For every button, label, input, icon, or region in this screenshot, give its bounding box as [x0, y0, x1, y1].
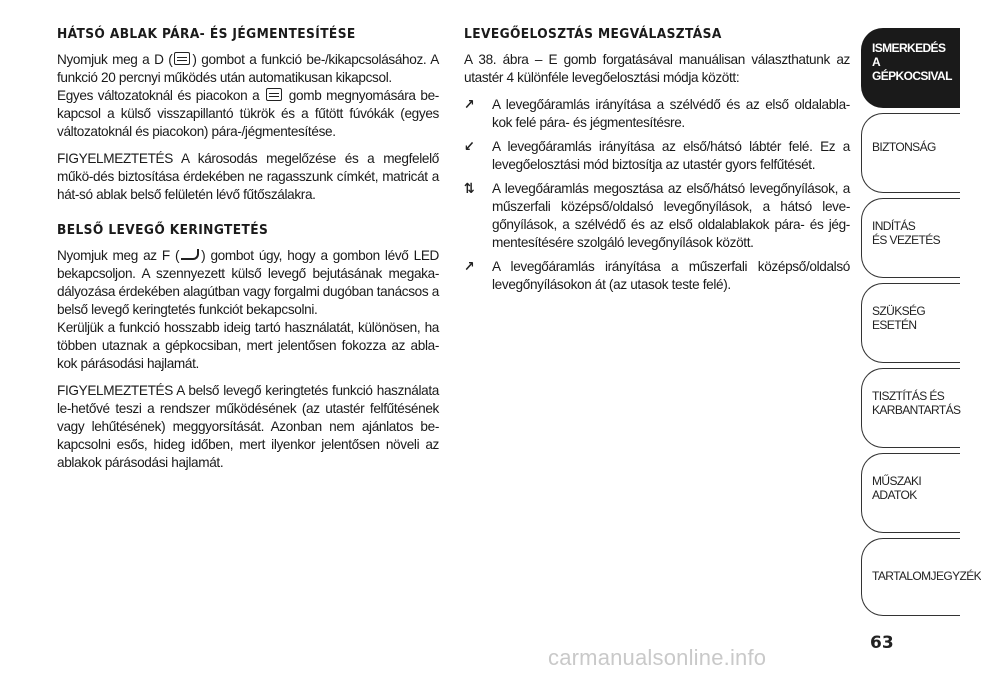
mode-item: [464, 258, 850, 294]
recirculation-text-b: ) gombot úgy, hogy a gombon lévő LED bekapcsoljon. A szennyezett külső levegő bejutásának megaka-dályozása érdekében alagútban vagy forgalmi dugóban tanácsos a belső levegő keringtetés funkciót bekapcsolni.: [57, 248, 439, 317]
tab-technical-data[interactable]: [861, 453, 960, 533]
mode-item: [464, 180, 850, 252]
rear-defrost-text-c: Egyes változatoknál és piacokon a: [57, 88, 265, 103]
mode-text: A levegőáramlás irányítása a műszerfali középső/oldalsó levegőnyílásokon át (az utasok teste felé).: [492, 259, 850, 292]
mode-text: A levegőáramlás irányítása a szélvédő és az első oldalabla-kok felé pára- és jégmentesítésre.: [492, 97, 850, 130]
mode-item: [464, 96, 850, 132]
air-distribution-intro: A 38. ábra – E gomb forgatásával manuálisan választhatunk az utastér 4 különféle levegőelosztási módja között:: [464, 52, 850, 85]
page-number: 63: [870, 633, 894, 653]
tab-maintenance[interactable]: [861, 368, 960, 448]
recirculation-icon: [181, 249, 199, 260]
tab-safety[interactable]: [861, 113, 960, 193]
tab-label-line2: A GÉPKOCSIVAL: [872, 55, 952, 83]
rear-defrost-icon: [174, 52, 190, 65]
tab-label-line1: TISZTÍTÁS ÉS: [872, 389, 945, 403]
chapter-tabs: [861, 28, 981, 621]
tab-label-line1: SZÜKSÉG: [872, 304, 926, 318]
rear-defrost-text-b: ) gombot a funkció be-/kikapcsolásához. A funkció 20 percnyi működés után automatikusan kikapcsol.: [57, 52, 440, 85]
recirculation-text-a: Nyomjuk meg az F (: [57, 248, 180, 263]
right-column: [464, 26, 850, 300]
rear-defrost-icon-2: [266, 88, 282, 101]
mode-text: A levegőáramlás irányítása az első/hátsó lábtér felé. Ez a levegőelosztási mód biztosítja az utastér gyors felfűtését.: [492, 139, 850, 172]
mode-item: [464, 138, 850, 174]
rear-defrost-text-d: gomb megnyomására be-kapcsol a külső visszapillantó tükrök és a fűtött fúvókák (egyes változatoknál és piacokon) pára-/jégmentesítése.: [57, 88, 439, 139]
recirculation-warning: FIGYELMEZTETÉS A belső levegő keringtetés funkció használata le-hetővé teszi a rendszer működésének (az utastér felfűtésének vagy lehűtésének) meggyorsítását. Azonban nem ajánlatos be-kapcsolni esős, hideg időben, mert ilyenkor jelentősen növeli az ablakok párásodási hajlamát.: [57, 383, 439, 470]
section-heading-air-distribution: LEVEGŐELOSZTÁS MEGVÁLASZTÁSA: [464, 26, 722, 42]
left-column: [57, 26, 439, 481]
tab-label-line1: ISMERKEDÉS: [872, 41, 946, 55]
tab-label-line2: ADATOK: [872, 488, 917, 502]
tab-label-line1: TARTALOMJEGYZÉK: [872, 569, 981, 583]
rear-defrost-paragraph: [57, 51, 439, 141]
tab-getting-to-know[interactable]: [861, 28, 960, 108]
tab-label-line1: MŰSZAKI: [872, 474, 922, 488]
tab-label-line1: INDÍTÁS: [872, 219, 916, 233]
recirculation-text-c: Kerüljük a funkció hosszabb ideig tartó használatát, különösen, ha többen utaznak a gépkocsiban, mert jelentősen fokozza az abla-kok párásodási hajlamát.: [57, 320, 439, 371]
windscreen-vent-icon: ↗: [464, 97, 475, 113]
tab-emergency[interactable]: [861, 283, 960, 363]
mode-text: A levegőáramlás megosztása az első/hátsó levegőnyílások, a műszerfali középső/oldalsó levegőnyílások, a hátsó leve-gőnyílások, a szélvédő és az első oldalablakok pára- és jég-mentesítésére szolgáló levegőnyílások között.: [492, 181, 850, 250]
tab-label-line2: ÉS VEZETÉS: [872, 233, 941, 247]
dashboard-vent-icon: ↗: [464, 259, 475, 275]
recirculation-paragraph: [57, 247, 439, 373]
tab-label-line1: BIZTONSÁG: [872, 140, 936, 154]
section-heading-recirculation: BELSŐ LEVEGŐ KERINGTETÉS: [57, 222, 269, 238]
tab-starting-driving[interactable]: [861, 198, 960, 278]
tab-label-line2: KARBANTARTÁS: [872, 403, 961, 417]
tab-table-of-contents[interactable]: [861, 538, 981, 616]
footwell-vent-icon: ↙: [464, 139, 475, 155]
section-heading-rear-defrost: HÁTSÓ ABLAK PÁRA- ÉS JÉGMENTESÍTÉSE: [57, 26, 356, 42]
all-vents-icon: ⇅: [464, 181, 475, 197]
rear-defrost-text-a: Nyomjuk meg a D (: [57, 52, 173, 67]
watermark: carmanualsonline.info: [548, 645, 767, 670]
rear-defrost-warning: FIGYELMEZTETÉS A károsodás megelőzése és a megfelelő műkö-dés biztosítása érdekében ne ragasszunk címkét, matricát a hát-só ablak belső felületén lévő fűtőszálakra.: [57, 151, 439, 202]
tab-label-line2: ESETÉN: [872, 318, 917, 332]
